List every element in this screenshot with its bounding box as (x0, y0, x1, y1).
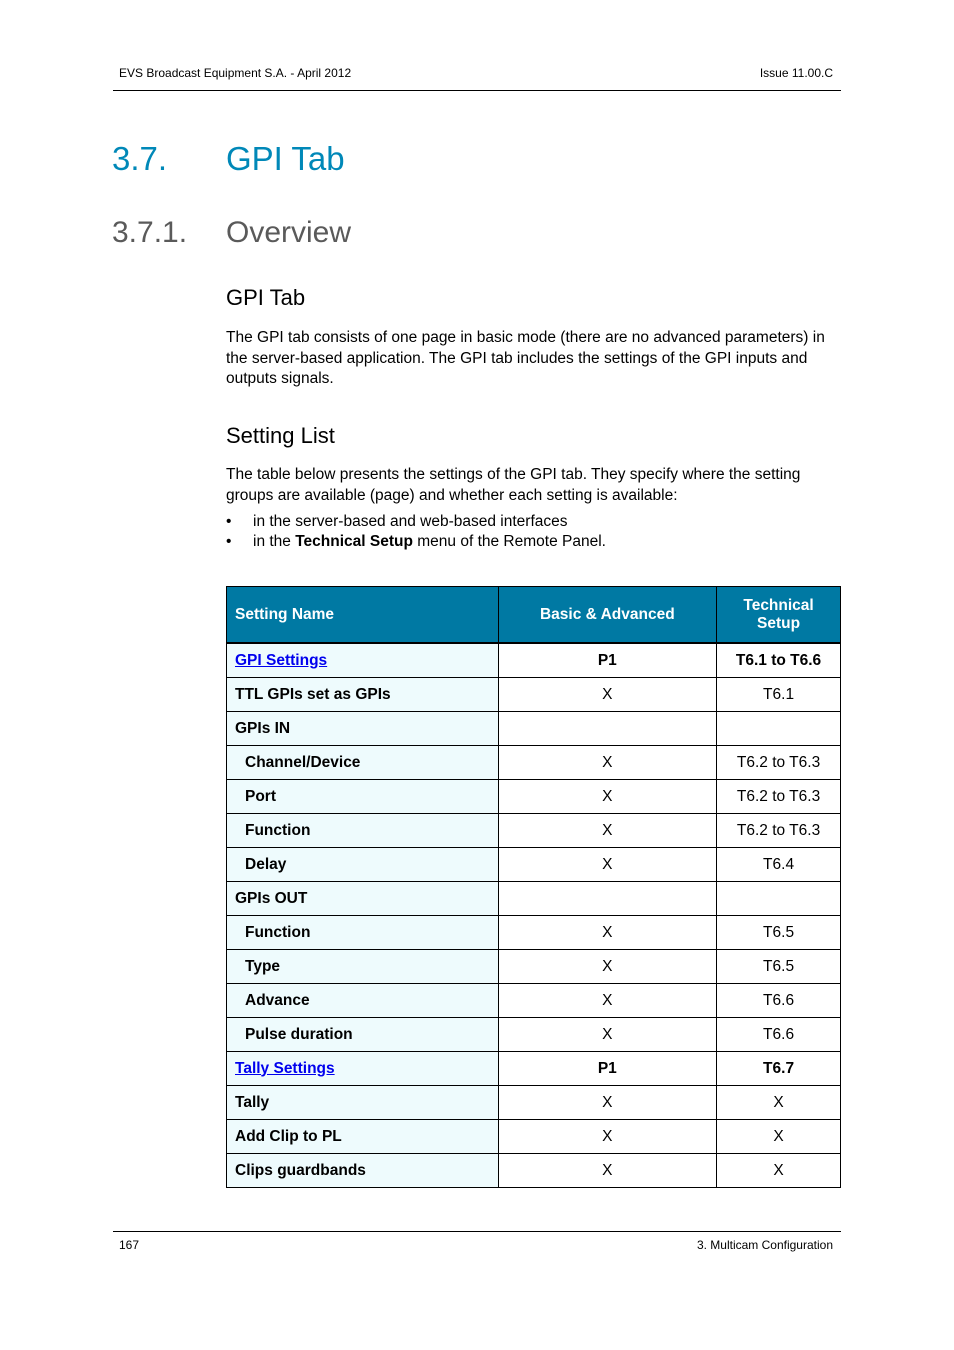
table-row (227, 643, 841, 678)
section-settings-title: Setting List (226, 423, 335, 448)
basic-advanced-cell: X (498, 1018, 717, 1052)
bullet-text: in the (253, 533, 296, 550)
table-row (227, 848, 841, 882)
technical-setup-cell: T6.2 to T6.3 (717, 780, 841, 814)
technical-setup-cell: T6.5 (717, 950, 841, 984)
heading-1 (112, 140, 345, 178)
column-header-technical-setup: Technical Setup (717, 587, 841, 644)
technical-setup-cell: T6.2 to T6.3 (717, 814, 841, 848)
setting-name-cell (227, 643, 499, 678)
bullet-dot: • (226, 533, 232, 550)
heading-2 (112, 216, 351, 250)
setting-name-cell: GPIs IN (227, 712, 499, 746)
column-header-setting-name: Setting Name (227, 587, 499, 644)
basic-advanced-cell: X (498, 916, 717, 950)
basic-advanced-cell: X (498, 848, 717, 882)
table-row (227, 1052, 841, 1086)
setting-name-cell: Type (227, 950, 499, 984)
technical-setup-cell: T6.1 to T6.6 (717, 643, 841, 678)
technical-setup-cell: T6.4 (717, 848, 841, 882)
bullet-list (226, 512, 846, 552)
section-gpi-title: GPI Tab (226, 285, 306, 310)
table-row (227, 678, 841, 712)
setting-name-cell: Clips guardbands (227, 1154, 499, 1188)
setting-name-cell: Delay (227, 848, 499, 882)
bullet-bold-text: Technical Setup (295, 533, 413, 550)
basic-advanced-cell: X (498, 1154, 717, 1188)
technical-setup-cell: X (717, 1154, 841, 1188)
table-row (227, 984, 841, 1018)
technical-setup-cell: T6.1 (717, 678, 841, 712)
basic-advanced-cell (498, 712, 717, 746)
bullet-item (226, 532, 846, 552)
basic-advanced-cell: X (498, 678, 717, 712)
basic-advanced-cell: X (498, 780, 717, 814)
heading-2-title: Overview (226, 216, 352, 249)
setting-name-cell (227, 1052, 499, 1086)
basic-advanced-cell: X (498, 1086, 717, 1120)
technical-setup-cell: T6.6 (717, 984, 841, 1018)
heading-2-number: 3.7.1. (112, 216, 188, 249)
table-row (227, 746, 841, 780)
bullet-item (226, 512, 846, 532)
bullet-text: menu of the Remote Panel. (412, 533, 606, 550)
table-row (227, 780, 841, 814)
technical-setup-cell: T6.5 (717, 916, 841, 950)
table-row (227, 712, 841, 746)
table-row (227, 882, 841, 916)
technical-setup-cell: T6.7 (717, 1052, 841, 1086)
setting-name-cell: Port (227, 780, 499, 814)
setting-name-cell: Advance (227, 984, 499, 1018)
bullet-dot: • (226, 513, 232, 530)
section-gpi-text: The GPI tab consists of one page in basic mode (there are no advanced parameters) in the server-based application. The GPI tab includes the settings of the GPI inputs and outputs signals. (226, 329, 825, 387)
basic-advanced-cell: X (498, 746, 717, 780)
technical-setup-cell: T6.2 to T6.3 (717, 746, 841, 780)
technical-setup-cell (717, 712, 841, 746)
table-row (227, 1154, 841, 1188)
header-left-text: EVS Broadcast Equipment S.A. - April 2012 (119, 66, 352, 80)
footer-divider (113, 1231, 841, 1232)
basic-advanced-cell: X (498, 814, 717, 848)
footer-chapter-title: 3. Multicam Configuration (696, 1238, 833, 1252)
table-row (227, 950, 841, 984)
technical-setup-cell (717, 882, 841, 916)
column-header-basic-advanced: Basic & Advanced (498, 587, 717, 644)
page-number: 167 (119, 1238, 140, 1252)
setting-name-cell: Tally (227, 1086, 499, 1120)
header-right-text: Issue 11.00.C (759, 66, 833, 80)
table-row (227, 814, 841, 848)
setting-name-cell: GPIs OUT (227, 882, 499, 916)
header-divider (113, 90, 841, 91)
basic-advanced-cell: P1 (498, 1052, 717, 1086)
basic-advanced-cell: X (498, 950, 717, 984)
technical-setup-cell: X (717, 1120, 841, 1154)
table-row (227, 1018, 841, 1052)
table-row (227, 1120, 841, 1154)
basic-advanced-cell: X (498, 984, 717, 1018)
table-header-row (227, 587, 841, 644)
setting-name-cell: Channel/Device (227, 746, 499, 780)
basic-advanced-cell: P1 (498, 643, 717, 678)
setting-name-cell: Pulse duration (227, 1018, 499, 1052)
heading-1-title: GPI Tab (226, 140, 345, 177)
basic-advanced-cell (498, 882, 717, 916)
basic-advanced-cell: X (498, 1120, 717, 1154)
setting-name-cell: Add Clip to PL (227, 1120, 499, 1154)
technical-setup-cell: T6.6 (717, 1018, 841, 1052)
table-row (227, 1086, 841, 1120)
bullet-text: in the server-based and web-based interfaces (253, 513, 568, 530)
heading-1-number: 3.7. (112, 140, 168, 177)
setting-name-cell: Function (227, 814, 499, 848)
technical-setup-cell: X (717, 1086, 841, 1120)
setting-name-cell: TTL GPIs set as GPIs (227, 678, 499, 712)
table-row (227, 916, 841, 950)
tally-settings-link[interactable]: Tally Settings (235, 1059, 335, 1077)
settings-table (226, 586, 841, 1188)
setting-name-cell: Function (227, 916, 499, 950)
section-settings-text: The table below presents the settings of the GPI tab. They specify where the setting groups are available (page) and whether each setting is available: (226, 466, 801, 504)
gpi-settings-link[interactable]: GPI Settings (235, 651, 328, 669)
